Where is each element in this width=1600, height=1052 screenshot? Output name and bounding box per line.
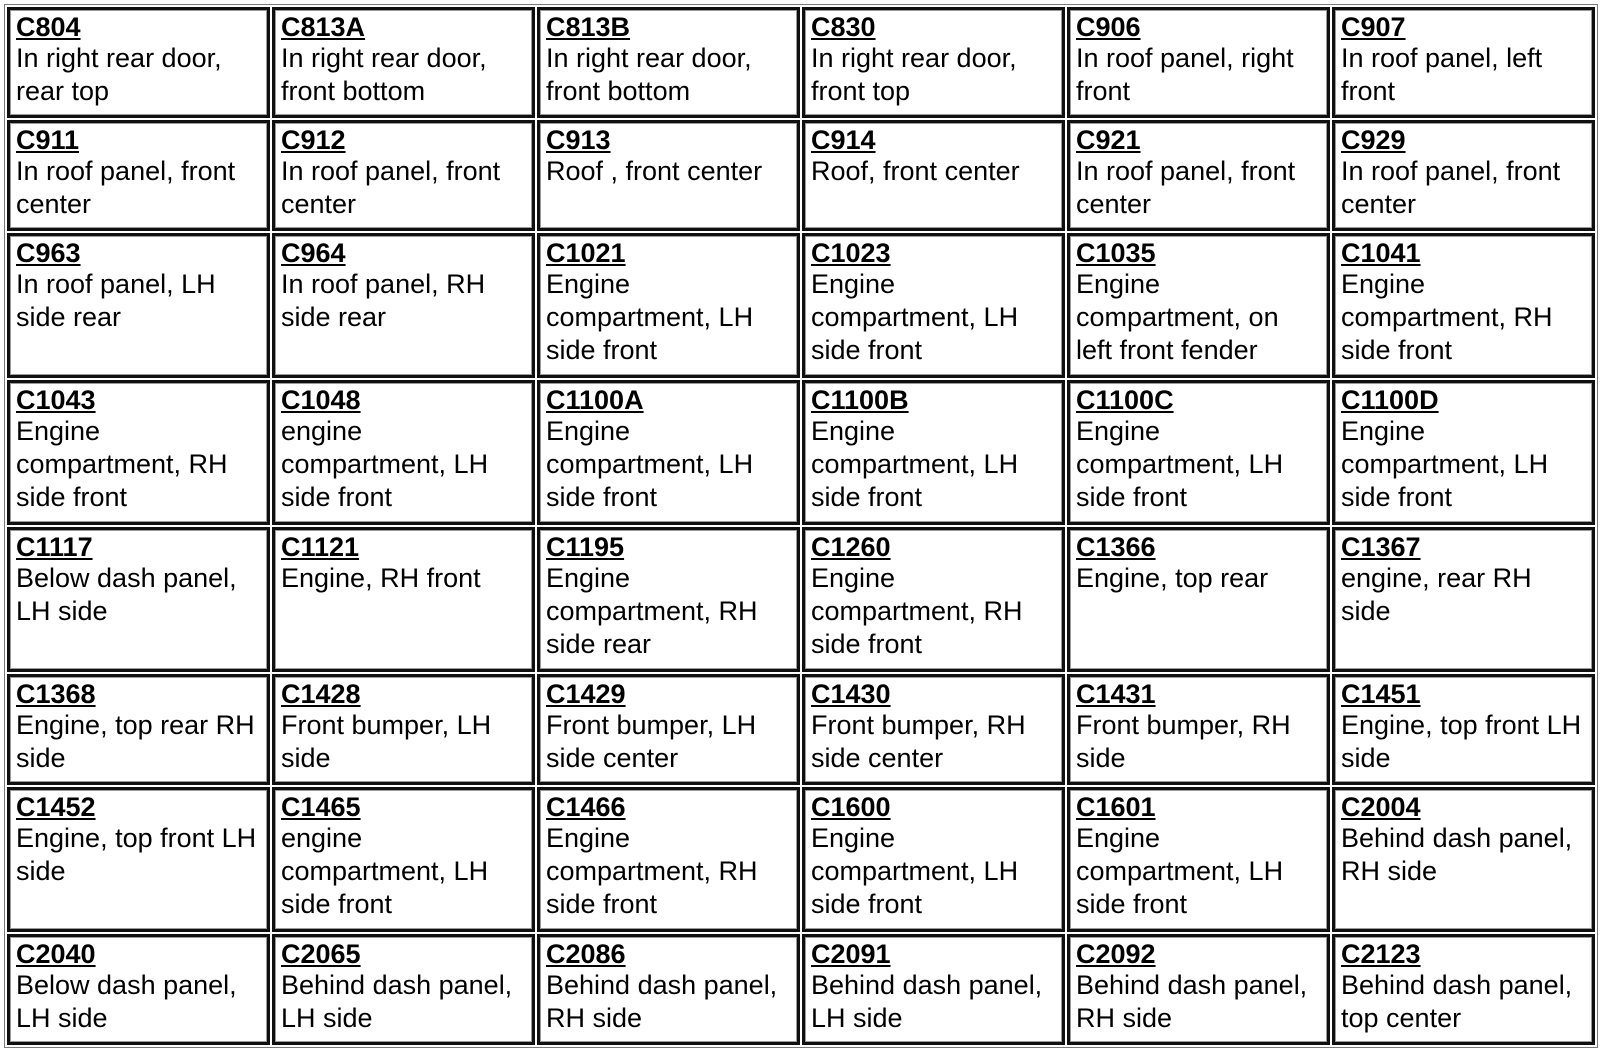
connector-link[interactable]: C1100D xyxy=(1341,384,1439,415)
connector-link[interactable]: C2123 xyxy=(1341,939,1421,970)
connector-link[interactable]: C1430 xyxy=(811,679,891,710)
connector-link[interactable]: C1100A xyxy=(546,384,644,415)
table-cell xyxy=(802,120,1065,231)
table-cell xyxy=(272,674,535,785)
table-cell xyxy=(272,527,535,672)
table-cell xyxy=(7,380,270,525)
table-row xyxy=(7,233,1595,378)
table-cell xyxy=(7,787,270,932)
table-row xyxy=(7,527,1595,672)
table-cell xyxy=(1067,787,1330,932)
connector-location: Engine, top front LH side xyxy=(1341,710,1582,774)
connector-link[interactable]: C1023 xyxy=(811,237,891,268)
connector-link[interactable]: C2004 xyxy=(1341,791,1421,822)
table-cell xyxy=(1067,527,1330,672)
table-cell xyxy=(1067,380,1330,525)
table-row xyxy=(7,934,1595,1045)
connector-link[interactable]: C1452 xyxy=(16,791,96,822)
connector-location: Engine compartment, LH side front xyxy=(546,415,754,512)
table-cell xyxy=(1332,120,1595,231)
connector-link[interactable]: C1600 xyxy=(811,791,891,822)
connector-link[interactable]: C963 xyxy=(16,237,81,268)
connector-link[interactable]: C2065 xyxy=(281,939,361,970)
connector-location: Below dash panel, LH side xyxy=(16,562,237,626)
connector-link[interactable]: C804 xyxy=(16,12,81,42)
table-cell xyxy=(1332,233,1595,378)
connector-location: Front bumper, RH side center xyxy=(811,710,1026,774)
connector-link[interactable]: C1466 xyxy=(546,791,626,822)
connector-location: Behind dash panel, top center xyxy=(1341,970,1573,1034)
connector-link[interactable]: C2092 xyxy=(1076,939,1156,970)
connector-location: In roof panel, front center xyxy=(16,155,236,219)
connector-link[interactable]: C1428 xyxy=(281,679,361,710)
connector-location: engine compartment, LH side front xyxy=(281,415,489,512)
table-cell xyxy=(802,787,1065,932)
table-cell xyxy=(802,527,1065,672)
connector-location: Engine compartment, RH side front xyxy=(1341,268,1553,365)
connector-link[interactable]: C1367 xyxy=(1341,531,1421,562)
connector-link[interactable]: C1368 xyxy=(16,679,96,710)
connector-location: Engine compartment, LH side front xyxy=(811,822,1019,919)
connector-location: Roof, front center xyxy=(811,155,1020,186)
connector-location: In roof panel, right front xyxy=(1076,43,1294,106)
connector-link[interactable]: C813B xyxy=(546,12,631,42)
connector-location: Engine compartment, RH side front xyxy=(811,562,1023,659)
table-cell xyxy=(272,120,535,231)
connector-location: Engine compartment, LH side front xyxy=(546,268,754,365)
connector-link[interactable]: C1451 xyxy=(1341,679,1421,710)
connector-link[interactable]: C813A xyxy=(281,12,366,42)
connector-location: Engine compartment, RH side front xyxy=(16,415,228,512)
table-cell xyxy=(1332,527,1595,672)
table-cell xyxy=(272,787,535,932)
table-row xyxy=(7,7,1595,118)
connector-location: Below dash panel, LH side xyxy=(16,970,237,1034)
table-cell xyxy=(272,233,535,378)
table-cell xyxy=(537,527,800,672)
table-row xyxy=(7,674,1595,785)
table-cell xyxy=(802,233,1065,378)
connector-link[interactable]: C912 xyxy=(281,124,346,155)
connector-location: Behind dash panel, LH side xyxy=(811,970,1043,1034)
table-cell xyxy=(802,934,1065,1045)
connector-link[interactable]: C1100B xyxy=(811,384,909,415)
connector-link[interactable]: C2040 xyxy=(16,939,96,970)
connector-location: In right rear door, front top xyxy=(811,43,1017,106)
table-cell xyxy=(537,674,800,785)
connector-location: Roof , front center xyxy=(546,155,763,186)
connector-link[interactable]: C1431 xyxy=(1076,679,1156,710)
connector-link[interactable]: C1366 xyxy=(1076,531,1156,562)
connector-link[interactable]: C1041 xyxy=(1341,237,1421,268)
connector-link[interactable]: C830 xyxy=(811,12,876,42)
connector-location: engine, rear RH side xyxy=(1341,562,1532,626)
connector-location: Front bumper, RH side xyxy=(1076,710,1291,774)
table-cell xyxy=(7,120,270,231)
connector-location: In roof panel, front center xyxy=(1341,155,1561,219)
connector-location: Engine compartment, LH side front xyxy=(1076,415,1284,512)
connector-link[interactable]: C964 xyxy=(281,237,346,268)
table-cell xyxy=(537,7,800,118)
table-cell xyxy=(802,380,1065,525)
connector-location: Behind dash panel, RH side xyxy=(546,970,778,1034)
connector-link[interactable]: C2086 xyxy=(546,939,626,970)
connector-link[interactable]: C1601 xyxy=(1076,791,1156,822)
connector-location: Engine compartment, LH side front xyxy=(811,415,1019,512)
connector-location: In roof panel, RH side rear xyxy=(281,268,486,332)
connector-link[interactable]: C907 xyxy=(1341,12,1406,42)
table-cell xyxy=(1067,7,1330,118)
connector-link[interactable]: C911 xyxy=(16,124,80,155)
table-cell xyxy=(1332,787,1595,932)
connector-location: In right rear door, front bottom xyxy=(281,43,487,106)
connector-link[interactable]: C1260 xyxy=(811,531,891,562)
connector-link[interactable]: C914 xyxy=(811,124,876,155)
table-cell xyxy=(537,934,800,1045)
connector-location: Behind dash panel, LH side xyxy=(281,970,513,1034)
connector-location: In right rear door, rear top xyxy=(16,43,222,106)
connector-link[interactable]: C929 xyxy=(1341,124,1406,155)
connector-link[interactable]: C1429 xyxy=(546,679,626,710)
connector-location: Engine, top rear xyxy=(1076,562,1269,593)
connector-link[interactable]: C921 xyxy=(1076,124,1141,155)
table-cell xyxy=(1332,674,1595,785)
connector-link[interactable]: C906 xyxy=(1076,12,1141,42)
connector-location: Engine compartment, LH side front xyxy=(1076,822,1284,919)
table-row xyxy=(7,120,1595,231)
table-row xyxy=(7,380,1595,525)
connector-link[interactable]: C2091 xyxy=(811,939,891,970)
connector-location: Engine, top front LH side xyxy=(16,822,257,886)
table-cell xyxy=(537,787,800,932)
connector-location: Engine compartment, LH side front xyxy=(1341,415,1549,512)
table-cell xyxy=(1332,7,1595,118)
table-cell xyxy=(1067,120,1330,231)
table-cell xyxy=(802,674,1065,785)
table-cell xyxy=(1332,380,1595,525)
connector-link[interactable]: C1121 xyxy=(281,531,360,562)
table-cell xyxy=(7,7,270,118)
connector-link[interactable]: C1100C xyxy=(1076,384,1174,415)
table-cell xyxy=(7,527,270,672)
connector-location: In roof panel, front center xyxy=(281,155,501,219)
connector-location: Engine, top rear RH side xyxy=(16,710,255,774)
connector-link[interactable]: C1048 xyxy=(281,384,361,415)
connector-link[interactable]: C1021 xyxy=(546,237,626,268)
connector-location: In roof panel, LH side rear xyxy=(16,268,216,332)
table-cell xyxy=(7,934,270,1045)
connector-location: Front bumper, LH side xyxy=(281,710,492,774)
table-cell xyxy=(537,120,800,231)
connector-location-table xyxy=(4,4,1598,1048)
table-cell xyxy=(7,674,270,785)
connector-location: Engine, RH front xyxy=(281,562,481,593)
table-row xyxy=(7,787,1595,932)
connector-location: In right rear door, front bottom xyxy=(546,43,752,106)
connector-link[interactable]: C913 xyxy=(546,124,611,155)
connector-link[interactable]: C1465 xyxy=(281,791,361,822)
table-cell xyxy=(7,233,270,378)
connector-location: In roof panel, left front xyxy=(1341,43,1543,106)
connector-location: Behind dash panel, RH side xyxy=(1341,822,1573,886)
table-cell xyxy=(1332,934,1595,1045)
connector-location: Engine compartment, RH side rear xyxy=(546,562,758,659)
table-cell xyxy=(537,233,800,378)
table-cell xyxy=(1067,934,1330,1045)
table-cell xyxy=(272,7,535,118)
connector-location: Front bumper, LH side center xyxy=(546,710,757,774)
connector-location: engine compartment, LH side front xyxy=(281,822,489,919)
connector-location: In roof panel, front center xyxy=(1076,155,1296,219)
table-cell xyxy=(537,380,800,525)
connector-location: Engine compartment, on left front fender xyxy=(1076,268,1279,365)
table-cell xyxy=(272,934,535,1045)
table-cell xyxy=(1067,233,1330,378)
table-cell xyxy=(802,7,1065,118)
table-cell xyxy=(272,380,535,525)
connector-link[interactable]: C1035 xyxy=(1076,237,1156,268)
connector-link[interactable]: C1195 xyxy=(546,531,625,562)
connector-location: Engine compartment, LH side front xyxy=(811,268,1019,365)
connector-location: Engine compartment, RH side front xyxy=(546,822,758,919)
table-cell xyxy=(1067,674,1330,785)
connector-link[interactable]: C1043 xyxy=(16,384,96,415)
connector-link[interactable]: C1117 xyxy=(16,531,93,562)
connector-location: Behind dash panel, RH side xyxy=(1076,970,1308,1034)
